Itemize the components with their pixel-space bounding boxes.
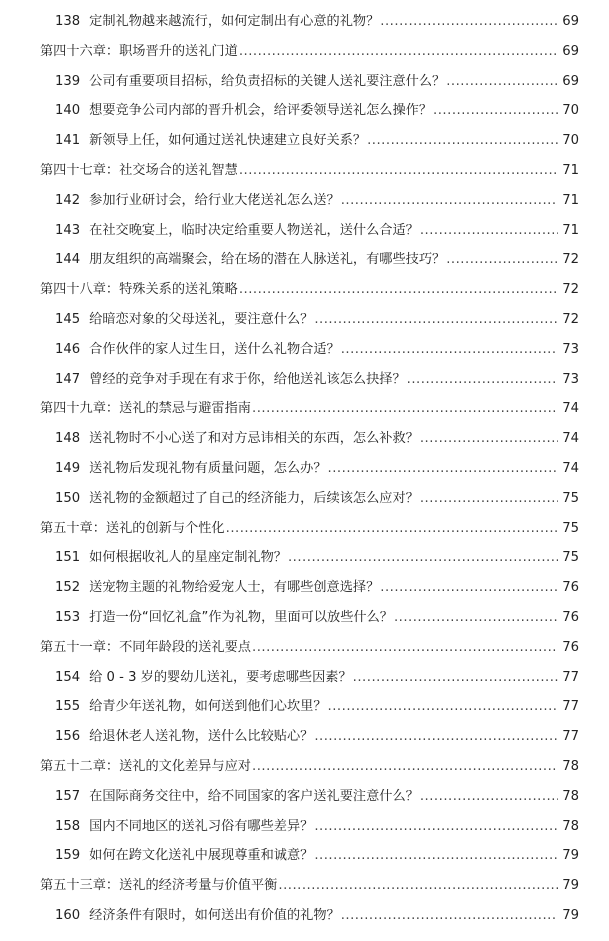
toc-entry-row[interactable] [0, 216, 609, 246]
entry-title [55, 663, 352, 693]
toc-entry-row[interactable] [0, 782, 609, 812]
dot-leader [328, 692, 558, 722]
entry-title-text: 送礼物的金额超过了自己的经济能力，后续该怎么应对？ [89, 490, 419, 506]
page-number: 69 [562, 14, 579, 29]
dot-leader [420, 782, 558, 812]
toc-chapter-row[interactable] [0, 514, 609, 544]
dot-leader [420, 216, 558, 246]
toc-chapter-row[interactable] [0, 871, 609, 901]
entry-title [55, 573, 379, 603]
entry-title-text: 第五十三章：送礼的经济考量与价值平衡 [40, 878, 278, 894]
dot-leader [420, 424, 558, 454]
toc-entry-row[interactable] [0, 454, 609, 484]
entry-title [55, 543, 287, 573]
dot-leader [328, 454, 558, 484]
entry-number: 157 [55, 788, 81, 804]
entry-number: 159 [55, 848, 81, 864]
toc-entry-row[interactable] [0, 543, 609, 573]
entry-number: 138 [55, 14, 81, 29]
chapter-title [40, 156, 238, 186]
dot-leader [446, 245, 558, 275]
entry-title [55, 186, 340, 216]
toc-entry-row[interactable] [0, 841, 609, 871]
page-number: 77 [562, 669, 579, 685]
page-number: 75 [562, 550, 579, 566]
dot-leader [314, 305, 558, 335]
toc-entry-row[interactable] [0, 812, 609, 842]
dot-leader [380, 7, 558, 37]
entry-title [55, 603, 393, 633]
page-number: 75 [562, 490, 579, 506]
entry-number: 158 [55, 818, 81, 834]
dot-leader [446, 67, 558, 97]
toc-entry-row[interactable] [0, 96, 609, 126]
chapter-title [40, 633, 251, 663]
entry-title [55, 335, 340, 365]
chapter-title [40, 752, 251, 782]
entry-title-text: 想要竞争公司内部的晋升机会，给评委领导送礼怎么操作？ [89, 103, 433, 119]
dot-leader [239, 37, 558, 67]
dot-leader [407, 365, 558, 395]
entry-number: 139 [55, 73, 81, 89]
dot-leader [288, 543, 558, 573]
toc-entry-row[interactable] [0, 67, 609, 97]
entry-title-text: 曾经的竞争对手现在有求于你，给他送礼该怎么抉择？ [89, 371, 406, 387]
entry-title-text: 在国际商务交往中，给不同国家的客户送礼要注意什么？ [89, 788, 419, 804]
entry-title [55, 126, 366, 156]
page-number: 69 [562, 73, 579, 89]
page-number: 78 [562, 818, 579, 834]
page-number: 73 [562, 341, 579, 357]
entry-title [55, 782, 419, 812]
dot-leader [239, 275, 558, 305]
entry-title [55, 454, 327, 484]
page-number: 69 [562, 43, 579, 59]
entry-title-text: 如何在跨文化送礼中展现尊重和诚意？ [89, 848, 314, 864]
entry-title-text: 打造一份“回忆礼盒”作为礼物，里面可以放些什么？ [89, 609, 393, 625]
entry-number: 145 [55, 311, 81, 327]
toc-entry-row[interactable] [0, 603, 609, 633]
toc-entry-row[interactable] [0, 573, 609, 603]
page-number: 76 [562, 609, 579, 625]
entry-title [55, 692, 327, 722]
page-number: 74 [562, 460, 579, 476]
entry-title [55, 7, 379, 37]
page-number: 79 [562, 848, 579, 864]
entry-number: 146 [55, 341, 81, 357]
entry-title-text: 送宠物主题的礼物给爱宠人士，有哪些创意选择？ [89, 580, 380, 596]
entry-title-text: 朋友组织的高端聚会，给在场的潜在人脉送礼，有哪些技巧？ [89, 252, 446, 268]
toc-chapter-row[interactable] [0, 156, 609, 186]
entry-title-text: 参加行业研讨会，给行业大佬送礼怎么送？ [89, 192, 340, 208]
entry-number: 152 [55, 580, 81, 596]
entry-title [55, 484, 419, 514]
page-number: 72 [562, 311, 579, 327]
entry-title-text: 给退休老人送礼物，送什么比较贴心？ [89, 729, 314, 745]
entry-title [55, 424, 419, 454]
page-number: 71 [562, 222, 579, 238]
entry-title [55, 365, 406, 395]
toc-chapter-row[interactable] [0, 633, 609, 663]
entry-title-text: 如何根据收礼人的星座定制礼物？ [89, 550, 287, 566]
toc-entry-row[interactable] [0, 484, 609, 514]
toc-entry-row[interactable] [0, 126, 609, 156]
dot-leader [314, 812, 558, 842]
dot-leader [252, 633, 558, 663]
entry-title-text: 给青少年送礼物，如何送到他们心坎里？ [89, 699, 327, 715]
toc-entry-row[interactable] [0, 663, 609, 693]
chapter-title [40, 514, 225, 544]
entry-number: 151 [55, 550, 81, 566]
entry-title-text: 送礼物后发现礼物有质量问题，怎么办？ [89, 460, 327, 476]
chapter-title [40, 37, 238, 67]
entry-title [55, 722, 313, 752]
entry-title-text: 经济条件有限时，如何送出有价值的礼物？ [89, 907, 340, 923]
entry-title [55, 841, 313, 871]
chapter-title [40, 871, 277, 901]
dot-leader [278, 871, 558, 901]
entry-title [55, 812, 313, 842]
entry-number: 147 [55, 371, 81, 387]
entry-number: 141 [55, 133, 81, 149]
toc-entry-row[interactable] [0, 365, 609, 395]
page-number: 77 [562, 699, 579, 715]
entry-title [55, 901, 340, 931]
entry-number: 140 [55, 103, 81, 119]
entry-title-text: 合作伙伴的家人过生日，送什么礼物合适？ [89, 341, 340, 357]
entry-title-text: 第五十章：送礼的创新与个性化 [40, 520, 225, 536]
page-number: 70 [562, 133, 579, 149]
entry-title [55, 96, 432, 126]
page-number: 71 [562, 162, 579, 178]
dot-leader [226, 514, 558, 544]
page-number: 77 [562, 729, 579, 745]
entry-number: 143 [55, 222, 81, 238]
entry-title-text: 第四十六章：职场晋升的送礼门道 [40, 43, 238, 59]
entry-number: 155 [55, 699, 81, 715]
entry-number: 156 [55, 729, 81, 745]
entry-title-text: 定制礼物越来越流行，如何定制出有心意的礼物？ [89, 14, 380, 29]
entry-title-text: 第五十二章：送礼的文化差异与应对 [40, 758, 251, 774]
entry-title [55, 305, 313, 335]
toc-entry-row[interactable] [0, 305, 609, 335]
dot-leader [394, 603, 558, 633]
page-number: 79 [562, 878, 579, 894]
entry-title-text: 公司有重要项目招标，给负责招标的关键人送礼要注意什么？ [89, 73, 446, 89]
entry-title-text: 第四十七章：社交场合的送礼智慧 [40, 162, 238, 178]
toc-entry-row[interactable] [0, 692, 609, 722]
chapter-title [40, 275, 238, 305]
page-number: 76 [562, 639, 579, 655]
page-number: 74 [562, 431, 579, 447]
entry-number: 149 [55, 460, 81, 476]
page-number: 73 [562, 371, 579, 387]
dot-leader [341, 186, 558, 216]
entry-number: 142 [55, 192, 81, 208]
dot-leader [314, 841, 558, 871]
entry-number: 154 [55, 669, 81, 685]
dot-leader [433, 96, 558, 126]
page-number: 79 [562, 907, 579, 923]
toc-entry-row[interactable] [0, 424, 609, 454]
entry-title-text: 新领导上任，如何通过送礼快速建立良好关系？ [89, 133, 367, 149]
page-number: 78 [562, 758, 579, 774]
dot-leader [252, 394, 558, 424]
page-number: 75 [562, 520, 579, 536]
page-number: 71 [562, 192, 579, 208]
page-number: 78 [562, 788, 579, 804]
entry-title [55, 216, 419, 246]
entry-title-text: 在社交晚宴上，临时决定给重要人物送礼，送什么合适？ [89, 222, 419, 238]
toc-entry-row[interactable] [0, 7, 609, 37]
entry-title-text: 给暗恋对象的父母送礼，要注意什么？ [89, 311, 314, 327]
entry-title-text: 第四十八章：特殊关系的送礼策略 [40, 282, 238, 298]
entry-title-text: 第五十一章：不同年龄段的送礼要点 [40, 639, 251, 655]
dot-leader [314, 722, 558, 752]
toc-chapter-row[interactable] [0, 37, 609, 67]
toc-chapter-row[interactable] [0, 752, 609, 782]
dot-leader [380, 573, 558, 603]
entry-number: 148 [55, 431, 81, 447]
dot-leader [239, 156, 558, 186]
entry-title-text: 第四十九章：送礼的禁忌与避雷指南 [40, 401, 251, 417]
page-number: 70 [562, 103, 579, 119]
entry-title [55, 245, 445, 275]
toc-entry-row[interactable] [0, 186, 609, 216]
dot-leader [353, 663, 558, 693]
toc-entry-row[interactable] [0, 245, 609, 275]
entry-title-text: 国内不同地区的送礼习俗有哪些差异？ [89, 818, 314, 834]
chapter-title [40, 394, 251, 424]
table-of-contents [0, 7, 609, 931]
dot-leader [341, 335, 558, 365]
toc-entry-row[interactable] [0, 722, 609, 752]
page-number: 74 [562, 401, 579, 417]
entry-number: 150 [55, 490, 81, 506]
entry-number: 144 [55, 252, 81, 268]
toc-entry-row[interactable] [0, 901, 609, 931]
page-number: 76 [562, 580, 579, 596]
dot-leader [420, 484, 558, 514]
entry-number: 160 [55, 907, 81, 923]
dot-leader [341, 901, 558, 931]
toc-chapter-row[interactable] [0, 275, 609, 305]
entry-number: 153 [55, 609, 81, 625]
entry-title-text: 给 0 - 3 岁的婴幼儿送礼，要考虑哪些因素？ [89, 669, 352, 685]
toc-entry-row[interactable] [0, 335, 609, 365]
page-number: 72 [562, 252, 579, 268]
entry-title [55, 67, 445, 97]
entry-title-text: 送礼物时不小心送了和对方忌讳相关的东西，怎么补救？ [89, 431, 419, 447]
dot-leader [252, 752, 558, 782]
toc-chapter-row[interactable] [0, 394, 609, 424]
dot-leader [367, 126, 558, 156]
page-number: 72 [562, 282, 579, 298]
